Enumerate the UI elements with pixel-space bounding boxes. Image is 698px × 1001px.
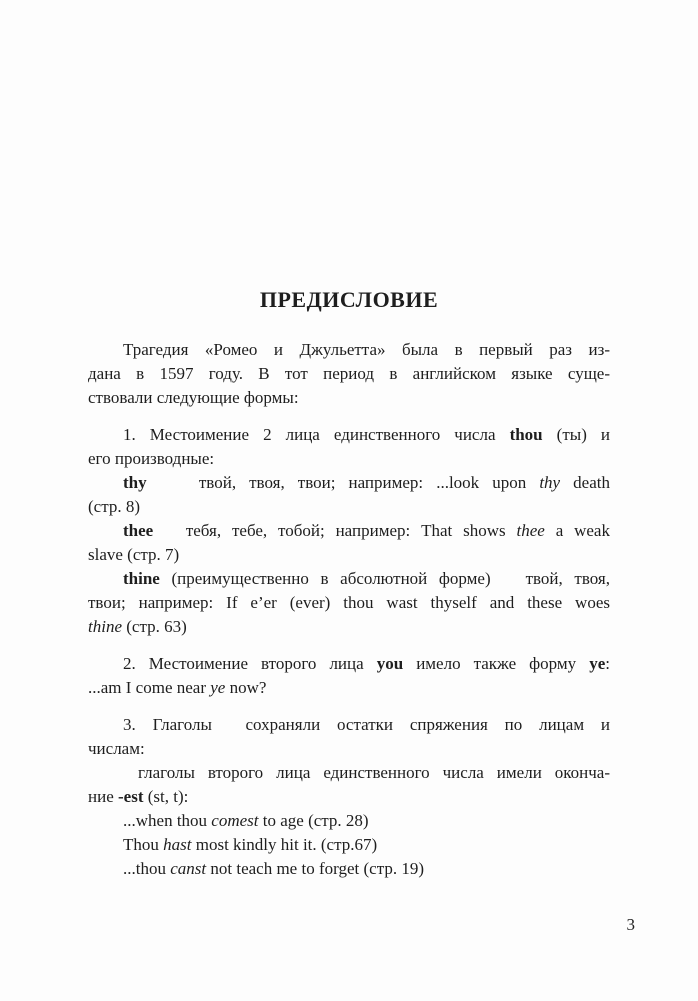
text-run: you bbox=[376, 654, 404, 673]
text-line bbox=[88, 615, 610, 639]
text-run: 2. Местоимение второго лица bbox=[123, 654, 377, 673]
text-line bbox=[88, 495, 610, 519]
text-run: имело также форму bbox=[403, 654, 590, 673]
text-run: hast bbox=[163, 835, 192, 854]
page-number: 3 bbox=[626, 915, 635, 934]
text-line bbox=[88, 785, 610, 809]
text-run: thou bbox=[509, 425, 543, 444]
text-run: Thou bbox=[123, 835, 164, 854]
text-run: (ты) и bbox=[542, 425, 610, 444]
text-run: thy bbox=[123, 473, 147, 492]
text-run: not teach me to forget (стр. 19) bbox=[206, 859, 424, 878]
text-line bbox=[88, 543, 610, 567]
text-run: Трагедия «Ромео и Джульетта» была в первый раз из- bbox=[123, 340, 610, 359]
text-run: ye bbox=[589, 654, 606, 673]
text-run: -est bbox=[118, 787, 144, 806]
text-line bbox=[88, 652, 610, 676]
text-run: most kindly hit it. (стр.67) bbox=[191, 835, 378, 854]
text-run: ствовали следующие формы: bbox=[88, 388, 299, 407]
text-run: 1. Местоимение 2 лица единственного числа bbox=[123, 425, 510, 444]
text-run: (преимущественно в абсолютной форме) твой, твоя, bbox=[159, 569, 610, 588]
text-line bbox=[88, 423, 610, 447]
text-run: now? bbox=[225, 678, 267, 697]
text-run: твой, твоя, твои; например: ...look upon bbox=[146, 473, 540, 492]
text-run: ...am I come near bbox=[88, 678, 211, 697]
text-run: 3. Глаголы сохраняли остатки спряжения по лицам и bbox=[123, 715, 610, 734]
text-run: дана в 1597 году. В тот период в английском языке суще- bbox=[88, 364, 610, 383]
text-line bbox=[88, 338, 610, 362]
text-run: (стр. 8) bbox=[88, 497, 141, 516]
text-run: canst bbox=[170, 859, 207, 878]
text-run: тебя, тебе, тобой; например: That shows bbox=[153, 521, 517, 540]
text-line bbox=[88, 471, 610, 495]
text-run: slave (стр. 7) bbox=[88, 545, 180, 564]
text-run: твои; например: If e’er (ever) thou wast thyself and these woes bbox=[88, 593, 610, 612]
text-line bbox=[88, 591, 610, 615]
text-line bbox=[88, 737, 610, 761]
text-run: глаголы второго лица единственного числа имели оконча- bbox=[138, 763, 610, 782]
text-run: ...thou bbox=[123, 859, 171, 878]
text-run: thee bbox=[516, 521, 545, 540]
preface-text bbox=[88, 338, 610, 881]
text-line bbox=[88, 857, 610, 881]
text-line bbox=[88, 386, 610, 410]
text-line bbox=[88, 567, 610, 591]
text-run: ние bbox=[88, 787, 118, 806]
text-line bbox=[88, 761, 610, 785]
text-run: thine bbox=[123, 569, 160, 588]
text-run: ...when thou bbox=[123, 811, 212, 830]
text-run: comest bbox=[211, 811, 259, 830]
text-run: a weak bbox=[544, 521, 610, 540]
text-run: ye bbox=[210, 678, 226, 697]
text-run: : bbox=[605, 654, 610, 673]
text-run: thy bbox=[539, 473, 561, 492]
text-line bbox=[88, 362, 610, 386]
text-run: (st, t): bbox=[143, 787, 189, 806]
text-run: death bbox=[560, 473, 610, 492]
page-title: ПРЕДИСЛОВИЕ bbox=[259, 287, 439, 312]
text-run: его производные: bbox=[88, 449, 215, 468]
text-line bbox=[88, 447, 610, 471]
text-run: thine bbox=[88, 617, 122, 636]
text-run: thee bbox=[123, 521, 154, 540]
text-run: (стр. 63) bbox=[122, 617, 187, 636]
text-line bbox=[88, 676, 610, 700]
text-line bbox=[88, 519, 610, 543]
text-line bbox=[88, 833, 610, 857]
text-run: числам: bbox=[88, 739, 145, 758]
text-line bbox=[88, 809, 610, 833]
text-run: to age (стр. 28) bbox=[258, 811, 369, 830]
text-line bbox=[88, 713, 610, 737]
